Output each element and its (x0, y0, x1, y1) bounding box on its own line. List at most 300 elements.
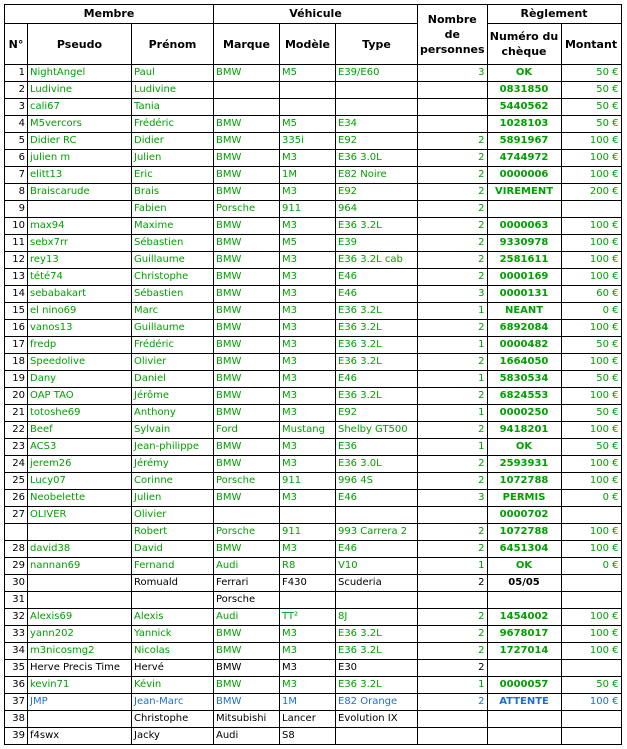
row-number: 31 (5, 592, 28, 609)
pseudo-cell: OLIVER (28, 507, 132, 524)
marque-cell: Mitsubishi (214, 711, 280, 728)
row-number: 32 (5, 609, 28, 626)
row-number: 11 (5, 235, 28, 252)
table-row (5, 422, 622, 439)
pseudo-cell (28, 524, 132, 541)
type-cell: E36 3.2L (336, 388, 418, 405)
prenom-cell: Sylvain (132, 422, 214, 439)
nombre-cell: 2 (418, 320, 488, 337)
cheque-cell: 1454002 (487, 609, 561, 626)
montant-cell: 100 € (561, 643, 621, 660)
modele-cell (280, 99, 336, 116)
row-number: 6 (5, 150, 28, 167)
pseudo-cell: kevin71 (28, 677, 132, 694)
nombre-cell: 3 (418, 490, 488, 507)
nombre-cell: 2 (418, 609, 488, 626)
table-row (5, 167, 622, 184)
modele-cell: M3 (280, 303, 336, 320)
table-row (5, 541, 622, 558)
pseudo-cell: vanos13 (28, 320, 132, 337)
nombre-cell: 2 (418, 575, 488, 592)
pseudo-cell: sebx7rr (28, 235, 132, 252)
header-nombre-personnes: Nombre de personnes (418, 5, 488, 65)
cheque-cell: 05/05 (487, 575, 561, 592)
table-row (5, 286, 622, 303)
marque-cell: BMW (214, 354, 280, 371)
cheque-cell: 5440562 (487, 99, 561, 116)
cheque-cell: 1727014 (487, 643, 561, 660)
type-cell (336, 728, 418, 745)
prenom-cell: Robert (132, 524, 214, 541)
montant-cell: 0 € (561, 303, 621, 320)
prenom-cell: Fernand (132, 558, 214, 575)
row-number: 8 (5, 184, 28, 201)
marque-cell: BMW (214, 184, 280, 201)
prenom-cell: Sébastien (132, 235, 214, 252)
montant-cell: 100 € (561, 150, 621, 167)
marque-cell: Audi (214, 609, 280, 626)
table-row (5, 405, 622, 422)
table-row (5, 711, 622, 728)
cheque-cell: 0000057 (487, 677, 561, 694)
modele-cell: M3 (280, 490, 336, 507)
type-cell: E36 3.2L (336, 677, 418, 694)
type-cell: E36 (336, 439, 418, 456)
type-cell: E46 (336, 286, 418, 303)
cheque-cell (487, 660, 561, 677)
type-cell: E39/E60 (336, 65, 418, 82)
montant-cell: 100 € (561, 473, 621, 490)
marque-cell (214, 99, 280, 116)
pseudo-cell: nannan69 (28, 558, 132, 575)
prenom-cell: Maxime (132, 218, 214, 235)
pseudo-cell: f4swx (28, 728, 132, 745)
prenom-cell: Christophe (132, 711, 214, 728)
table-row (5, 303, 622, 320)
marque-cell: Audi (214, 728, 280, 745)
cheque-cell: 1072788 (487, 473, 561, 490)
table-row (5, 728, 622, 745)
prenom-cell: Alexis (132, 609, 214, 626)
pseudo-cell: yann202 (28, 626, 132, 643)
type-cell: E92 (336, 184, 418, 201)
row-number: 38 (5, 711, 28, 728)
row-number: 33 (5, 626, 28, 643)
modele-cell: 911 (280, 524, 336, 541)
cheque-cell: 0000250 (487, 405, 561, 422)
cheque-cell: 0831850 (487, 82, 561, 99)
table-row (5, 507, 622, 524)
pseudo-cell: cali67 (28, 99, 132, 116)
cheque-cell: 0000169 (487, 269, 561, 286)
modele-cell: M3 (280, 218, 336, 235)
montant-cell: 100 € (561, 524, 621, 541)
table-row (5, 473, 622, 490)
col-header-numero-cheque: Numéro du chèque (487, 24, 561, 65)
modele-cell (280, 592, 336, 609)
cheque-cell: 0000006 (487, 167, 561, 184)
nombre-cell: 2 (418, 269, 488, 286)
row-number: 9 (5, 201, 28, 218)
nombre-cell: 2 (418, 643, 488, 660)
montant-cell: 50 € (561, 65, 621, 82)
nombre-cell: 2 (418, 524, 488, 541)
cheque-cell: 0000131 (487, 286, 561, 303)
row-number: 24 (5, 456, 28, 473)
table-row (5, 626, 622, 643)
table-row (5, 184, 622, 201)
row-number: 16 (5, 320, 28, 337)
marque-cell (214, 507, 280, 524)
type-cell: E46 (336, 371, 418, 388)
row-number: 35 (5, 660, 28, 677)
montant-cell: 100 € (561, 133, 621, 150)
type-cell (336, 82, 418, 99)
row-number: 19 (5, 371, 28, 388)
montant-cell (561, 575, 621, 592)
table-row (5, 660, 622, 677)
row-number: 34 (5, 643, 28, 660)
pseudo-cell: tété74 (28, 269, 132, 286)
nombre-cell: 2 (418, 133, 488, 150)
prenom-cell: Fabien (132, 201, 214, 218)
marque-cell: BMW (214, 677, 280, 694)
table-row (5, 575, 622, 592)
pseudo-cell: OAP TAO (28, 388, 132, 405)
pseudo-cell: david38 (28, 541, 132, 558)
modele-cell: M3 (280, 405, 336, 422)
prenom-cell: Nicolas (132, 643, 214, 660)
nombre-cell: 1 (418, 439, 488, 456)
cheque-cell: ATTENTE (487, 694, 561, 711)
nombre-cell: 3 (418, 65, 488, 82)
table-row (5, 456, 622, 473)
table-row (5, 150, 622, 167)
modele-cell: M3 (280, 150, 336, 167)
cheque-cell: 5891967 (487, 133, 561, 150)
prenom-cell: Sébastien (132, 286, 214, 303)
pseudo-cell: max94 (28, 218, 132, 235)
pseudo-cell: Neobelette (28, 490, 132, 507)
row-number: 28 (5, 541, 28, 558)
table-row (5, 524, 622, 541)
type-cell: E36 3.2L (336, 218, 418, 235)
prenom-cell: Jérémy (132, 456, 214, 473)
cheque-cell: 5830534 (487, 371, 561, 388)
prenom-cell: Paul (132, 65, 214, 82)
nombre-cell: 1 (418, 303, 488, 320)
table-row (5, 269, 622, 286)
montant-cell: 50 € (561, 371, 621, 388)
row-number: 1 (5, 65, 28, 82)
montant-cell (561, 507, 621, 524)
montant-cell (561, 711, 621, 728)
type-cell: E39 (336, 235, 418, 252)
pseudo-cell: Lucy07 (28, 473, 132, 490)
prenom-cell: Tania (132, 99, 214, 116)
type-cell: E36 3.2L (336, 320, 418, 337)
pseudo-cell: Braiscarude (28, 184, 132, 201)
nombre-cell (418, 82, 488, 99)
marque-cell: BMW (214, 133, 280, 150)
row-number: 22 (5, 422, 28, 439)
marque-cell: BMW (214, 116, 280, 133)
montant-cell: 50 € (561, 337, 621, 354)
col-header-modele: Modèle (280, 24, 336, 65)
prenom-cell: David (132, 541, 214, 558)
modele-cell: M3 (280, 269, 336, 286)
type-cell: 964 (336, 201, 418, 218)
modele-cell: M3 (280, 354, 336, 371)
prenom-cell: Julien (132, 490, 214, 507)
cheque-cell: NEANT (487, 303, 561, 320)
type-cell: V10 (336, 558, 418, 575)
cheque-cell: 9418201 (487, 422, 561, 439)
modele-cell: M3 (280, 184, 336, 201)
nombre-cell: 3 (418, 286, 488, 303)
row-number: 7 (5, 167, 28, 184)
row-number: 15 (5, 303, 28, 320)
nombre-cell: 2 (418, 541, 488, 558)
type-cell: E82 Orange (336, 694, 418, 711)
cheque-cell: 1664050 (487, 354, 561, 371)
type-cell: E36 3.2L (336, 354, 418, 371)
nombre-cell: 2 (418, 218, 488, 235)
marque-cell: BMW (214, 286, 280, 303)
montant-cell: 60 € (561, 286, 621, 303)
montant-cell: 100 € (561, 388, 621, 405)
table-row (5, 99, 622, 116)
table-row (5, 694, 622, 711)
cheque-cell: 1072788 (487, 524, 561, 541)
marque-cell: BMW (214, 388, 280, 405)
montant-cell: 50 € (561, 677, 621, 694)
prenom-cell: Christophe (132, 269, 214, 286)
pseudo-cell (28, 575, 132, 592)
cheque-cell: 6824553 (487, 388, 561, 405)
col-header-no: N° (5, 24, 28, 65)
marque-cell: BMW (214, 303, 280, 320)
pseudo-cell: totoshe69 (28, 405, 132, 422)
marque-cell: BMW (214, 65, 280, 82)
prenom-cell: Ludivine (132, 82, 214, 99)
marque-cell (214, 82, 280, 99)
nombre-cell: 1 (418, 405, 488, 422)
marque-cell: BMW (214, 320, 280, 337)
group-header-row (5, 5, 622, 24)
prenom-cell: Brais (132, 184, 214, 201)
modele-cell: M3 (280, 439, 336, 456)
prenom-cell: Kévin (132, 677, 214, 694)
cheque-cell: 0000063 (487, 218, 561, 235)
type-cell (336, 592, 418, 609)
cheque-cell (487, 728, 561, 745)
type-cell: E36 3.2L (336, 337, 418, 354)
row-number: 23 (5, 439, 28, 456)
modele-cell: TT² (280, 609, 336, 626)
montant-cell (561, 660, 621, 677)
table-row (5, 609, 622, 626)
modele-cell: M5 (280, 116, 336, 133)
cheque-cell (487, 201, 561, 218)
row-number: 14 (5, 286, 28, 303)
pseudo-cell (28, 592, 132, 609)
column-header-row (5, 24, 622, 65)
type-cell: 993 Carrera 2 (336, 524, 418, 541)
row-number: 5 (5, 133, 28, 150)
pseudo-cell: elitt13 (28, 167, 132, 184)
cheque-cell: OK (487, 65, 561, 82)
montant-cell: 100 € (561, 167, 621, 184)
nombre-cell: 2 (418, 150, 488, 167)
marque-cell: Porsche (214, 524, 280, 541)
modele-cell: M3 (280, 660, 336, 677)
modele-cell: M3 (280, 677, 336, 694)
row-number: 36 (5, 677, 28, 694)
nombre-cell: 2 (418, 201, 488, 218)
members-table (4, 4, 622, 745)
nombre-cell (418, 116, 488, 133)
modele-cell: 1M (280, 694, 336, 711)
table-row (5, 490, 622, 507)
row-number: 27 (5, 507, 28, 524)
prenom-cell (132, 592, 214, 609)
montant-cell: 100 € (561, 320, 621, 337)
montant-cell: 100 € (561, 354, 621, 371)
prenom-cell: Yannick (132, 626, 214, 643)
cheque-cell: 9678017 (487, 626, 561, 643)
modele-cell: M3 (280, 371, 336, 388)
montant-cell: 0 € (561, 558, 621, 575)
row-number: 26 (5, 490, 28, 507)
marque-cell: Ford (214, 422, 280, 439)
col-header-pseudo: Pseudo (28, 24, 132, 65)
modele-cell: M3 (280, 252, 336, 269)
nombre-cell (418, 728, 488, 745)
nombre-cell: 2 (418, 473, 488, 490)
cheque-cell: 6892084 (487, 320, 561, 337)
table-row (5, 643, 622, 660)
nombre-cell: 2 (418, 235, 488, 252)
marque-cell: BMW (214, 150, 280, 167)
nombre-cell: 2 (418, 184, 488, 201)
col-header-prenom: Prénom (132, 24, 214, 65)
marque-cell: BMW (214, 626, 280, 643)
type-cell: E36 3.2L (336, 303, 418, 320)
cheque-cell: VIREMENT (487, 184, 561, 201)
prenom-cell: Jean-philippe (132, 439, 214, 456)
marque-cell: BMW (214, 269, 280, 286)
type-cell: E36 3.2L cab (336, 252, 418, 269)
table-row (5, 65, 622, 82)
nombre-cell: 2 (418, 422, 488, 439)
modele-cell: 911 (280, 473, 336, 490)
cheque-cell: PERMIS (487, 490, 561, 507)
prenom-cell: Romuald (132, 575, 214, 592)
row-number: 4 (5, 116, 28, 133)
col-header-type: Type (336, 24, 418, 65)
modele-cell: M3 (280, 337, 336, 354)
modele-cell: S8 (280, 728, 336, 745)
modele-cell (280, 82, 336, 99)
type-cell: E82 Noire (336, 167, 418, 184)
row-number: 37 (5, 694, 28, 711)
nombre-cell: 2 (418, 456, 488, 473)
montant-cell: 200 € (561, 184, 621, 201)
header-membre: Membre (5, 5, 214, 24)
modele-cell: M3 (280, 320, 336, 337)
type-cell (336, 99, 418, 116)
cheque-cell: OK (487, 558, 561, 575)
montant-cell: 100 € (561, 626, 621, 643)
table-row (5, 235, 622, 252)
pseudo-cell: Speedolive (28, 354, 132, 371)
row-number: 2 (5, 82, 28, 99)
modele-cell: Mustang (280, 422, 336, 439)
pseudo-cell: M5vercors (28, 116, 132, 133)
prenom-cell: Guillaume (132, 320, 214, 337)
marque-cell: BMW (214, 337, 280, 354)
nombre-cell: 1 (418, 371, 488, 388)
type-cell: E34 (336, 116, 418, 133)
montant-cell: 100 € (561, 235, 621, 252)
row-number: 25 (5, 473, 28, 490)
montant-cell: 50 € (561, 405, 621, 422)
prenom-cell: Frédéric (132, 116, 214, 133)
table-row (5, 82, 622, 99)
marque-cell: Porsche (214, 473, 280, 490)
type-cell (336, 507, 418, 524)
cheque-cell: 0000702 (487, 507, 561, 524)
marque-cell: Ferrari (214, 575, 280, 592)
cheque-cell (487, 592, 561, 609)
pseudo-cell: el nino69 (28, 303, 132, 320)
pseudo-cell: Alexis69 (28, 609, 132, 626)
marque-cell: BMW (214, 371, 280, 388)
prenom-cell: Frédéric (132, 337, 214, 354)
pseudo-cell (28, 201, 132, 218)
modele-cell: M3 (280, 626, 336, 643)
table-row (5, 677, 622, 694)
montant-cell: 100 € (561, 694, 621, 711)
prenom-cell: Hervé (132, 660, 214, 677)
modele-cell: M3 (280, 286, 336, 303)
table-row (5, 354, 622, 371)
type-cell: E46 (336, 490, 418, 507)
cheque-cell: 4744972 (487, 150, 561, 167)
marque-cell: BMW (214, 694, 280, 711)
row-number: 12 (5, 252, 28, 269)
montant-cell: 50 € (561, 82, 621, 99)
marque-cell: BMW (214, 456, 280, 473)
nombre-cell (418, 507, 488, 524)
montant-cell: 50 € (561, 99, 621, 116)
row-number: 3 (5, 99, 28, 116)
nombre-cell: 2 (418, 167, 488, 184)
montant-cell: 100 € (561, 609, 621, 626)
cheque-cell: 6451304 (487, 541, 561, 558)
modele-cell: 911 (280, 201, 336, 218)
row-number: 10 (5, 218, 28, 235)
prenom-cell: Daniel (132, 371, 214, 388)
prenom-cell: Marc (132, 303, 214, 320)
pseudo-cell: sebabakart (28, 286, 132, 303)
pseudo-cell: ACS3 (28, 439, 132, 456)
marque-cell: BMW (214, 541, 280, 558)
pseudo-cell: Ludivine (28, 82, 132, 99)
row-number: 21 (5, 405, 28, 422)
table-row (5, 116, 622, 133)
